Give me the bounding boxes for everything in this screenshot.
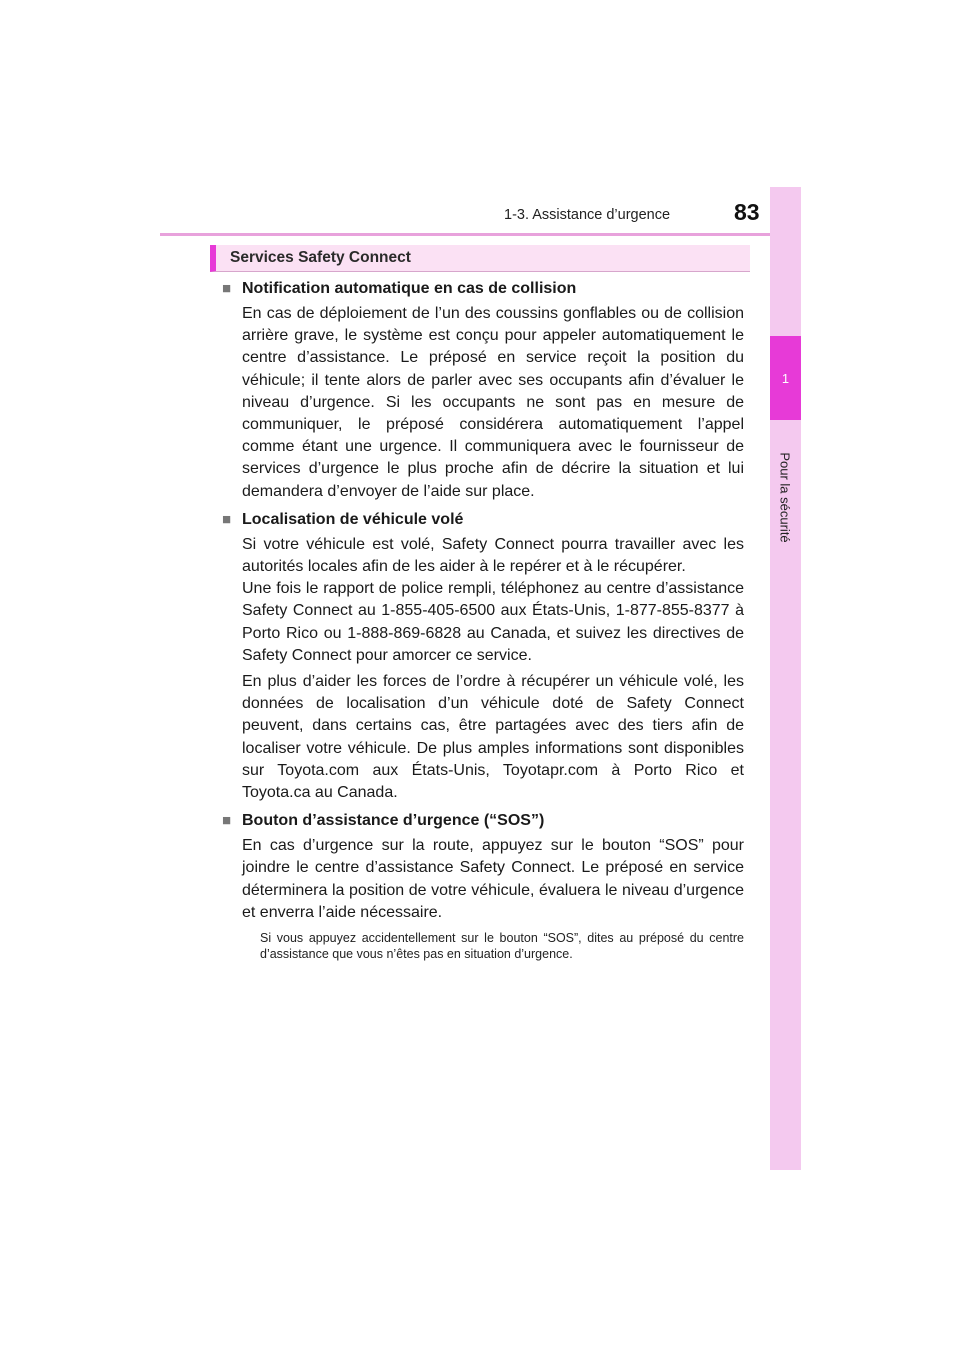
chapter-label: Pour la sécurité [777,452,793,543]
section-title: Services Safety Connect [230,249,411,266]
paragraph: Si votre véhicule est volé, Safety Connect pourra travailler avec les autorités locales afin de les aider à le repérer et à le récupérer. [242,535,744,576]
chapter-number-badge [770,336,801,420]
chapter-number: 1 [781,370,790,386]
square-bullet-icon: ■ [222,812,232,830]
item-heading [222,810,744,832]
item-heading [222,509,744,531]
page-content [222,278,744,962]
section-heading-box [210,245,750,272]
page-number: 83 [734,199,760,225]
paragraph: En plus d’aider les forces de l’ordre à récupérer un véhicule volé, les données de localisation d’un véhicule doté de Safety Connect peuvent, dans certains cas, être partagées avec des tiers afin de localiser votre véhicule. De plus amples informations sont disponibles sur Toyota.com aux États-Unis, Toyotapr.com à Porto Rico et Toyota.ca au Canada. [242,673,744,802]
square-bullet-icon: ■ [222,510,232,528]
item-heading-text: Localisation de véhicule volé [242,510,464,528]
header-divider [160,233,800,236]
item-heading-text: Notification automatique en cas de collision [242,280,577,297]
paragraph: Une fois le rapport de police rempli, téléphonez au centre d’assistance Safety Connect au 1-855-405-6500 aux États-Unis, 1-877-855-8377 à Porto Rico ou 1-888-869-6828 au Canada, et suivez les directives de Safety Connect pour amorcer ce service. [242,580,744,664]
paragraph: En cas d’urgence sur la route, appuyez sur le bouton “SOS” pour joindre le centre d’assistance Safety Connect. Le préposé en service déterminera la position de votre véhicule, évaluera le niveau d’urgence et enverra l’aide nécessaire. [242,837,744,921]
item-heading-text: Bouton d’assistance d’urgence (“SOS”) [242,812,545,830]
header-section-title: 1-3. Assistance d’urgence [504,207,671,223]
chapter-side-tab [770,187,801,1170]
note-text: Si vous appuyez accidentellement sur le bouton “SOS”, dites au préposé du centre d’assistance que vous n’êtes pas en situation d’urgence. [260,931,744,962]
square-bullet-icon: ■ [222,280,232,297]
item-heading [222,278,744,300]
paragraph: En cas de déploiement de l’un des coussins gonflables ou de collision arrière grave, le système est conçu pour appeler automatiquement le centre d’assistance. Le préposé en service reçoit la position du véhicule; il tente alors de parler avec ses occupants afin d’évaluer le niveau d’urgence. Si les occupants ne sont pas en mesure de communiquer, le préposé considérera automatiquement l’appel comme étant une urgence. Il communiquera avec le fournisseur de services d’urgence le plus proche afin de décrire la situation et lui demandera d’envoyer de l’aide sur place. [242,305,744,500]
